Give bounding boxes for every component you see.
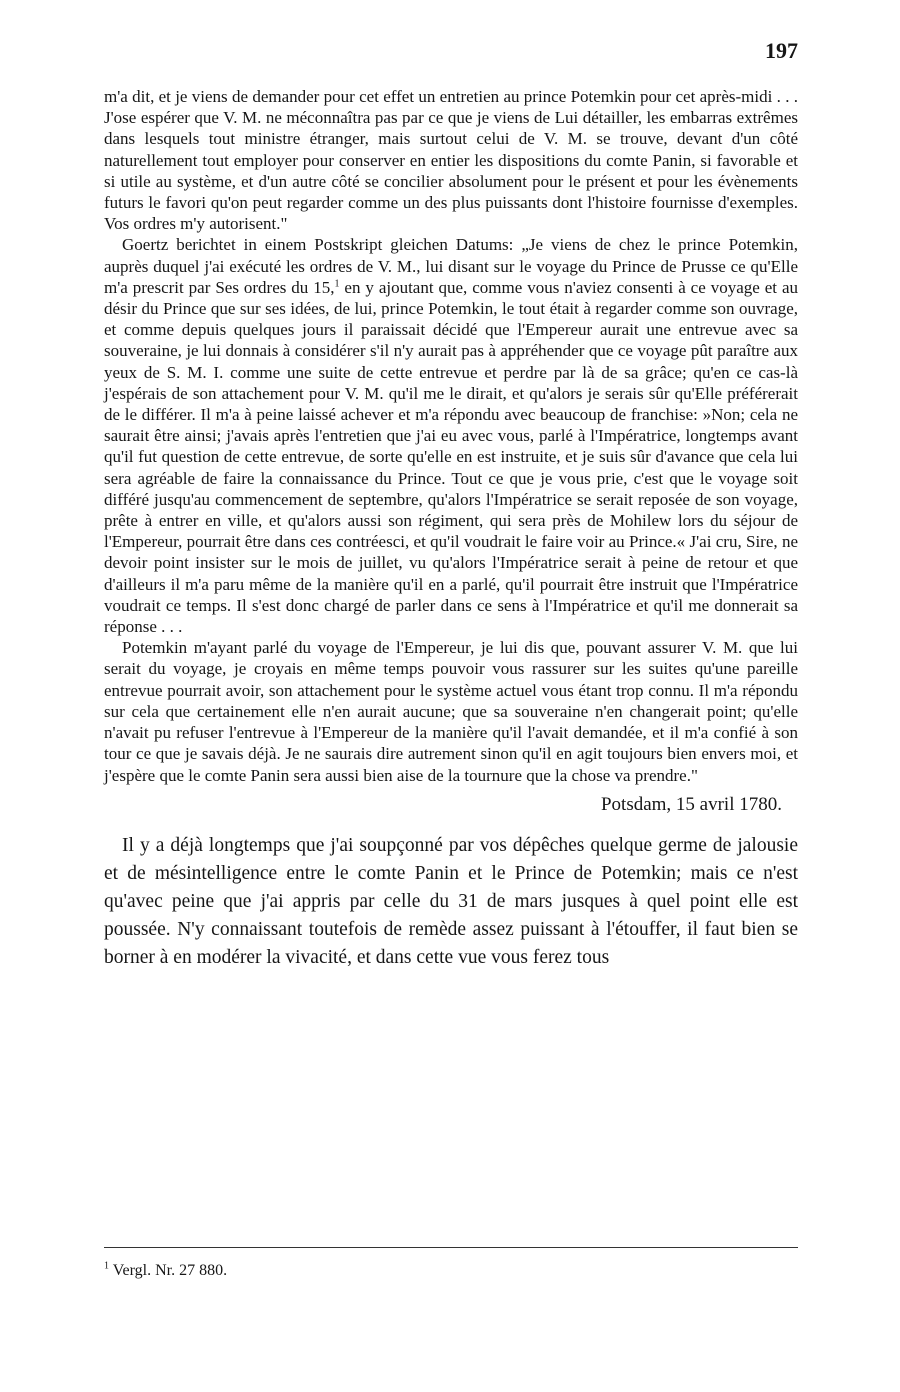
paragraph-2-start: Goertz berichtet in einem Postskript gleichen Datums: „Je viens de chez le prince Potemkin, auprès duquel j'ai exécuté les ordres de V. M., lui disant sur le voyage du Prince de Prusse ce qu'Elle m'a prescrit par Ses ordres du 15, [104,235,798,297]
dateline: Potsdam, 15 avril 1780. [600,793,782,815]
paragraph-1: m'a dit, et je viens de demander pour cet effet un entretien au prince Potemkin pour cet après-midi . . . J'ose espérer que V. M. ne méconnaîtra pas par ce que je viens de Lui détailler, les embarras extrêmes dans lesquels tout ministre étranger, mais surtout celui de V. M. se trouve, devant d'un côté naturellement tout employer pour conserver en entier les dispositions du comte Panin, si favorable et si utile au système, et d'un autre côté se concilier absolument pour le présent et pour les évènements futurs le favori qu'on peut regarder comme un des plus puissants dont l'histoire fournisse d'exemples. Vos ordres m'y autorisent." [104,87,798,234]
footnote-divider [104,1247,798,1248]
footnote-mark: 1 [104,1260,109,1272]
footnote [104,1262,227,1280]
page-number: 197 [765,38,798,63]
king-reply [104,832,798,972]
paragraph-2 [104,234,798,637]
body-text [104,86,798,972]
letter-excerpt [104,86,798,786]
paragraph-4: Il y a déjà longtemps que j'ai soupçonné par vos dépêches quelque germe de jalousie et de mésintelligence entre le comte Panin et le Prince de Potemkin; mais ce n'est qu'avec peine que j'ai appris par celle du 31 de mars jusques à quel point elle est poussée. N'y connaissant toutefois de remède assez puissant à l'étouffer, il faut bien se borner à en modérer la vivacité, et dans cette vue vous ferez tous [104,834,798,968]
footnote-text: Vergl. Nr. 27 880. [109,1262,228,1279]
footnote-reference: 1 [334,278,340,290]
paragraph-3: Potemkin m'ayant parlé du voyage de l'Empereur, je lui dis que, pouvant assurer V. M. que lui serait du voyage, je croyais en même temps pouvoir vous rassurer sur les suites qu'une pareille entrevue pourrait avoir, son attachement pour le système actuel vous étant trop connu. Il m'a répondu sur cela que certainement elle n'en aurait aucune; que sa souveraine n'en changerait point; qu'elle n'avait pu refuser l'entrevue à l'Empereur de la manière qu'il l'avait demandée, et il m'a confié à son tour ce que je savais déjà. Je ne saurais dire autrement sinon qu'il en agit toujours bien envers moi, et j'espère que le comte Panin sera aussi bien aise de la tournure que la chose va prendre." [104,638,798,785]
paragraph-2-end: en y ajoutant que, comme vous n'aviez consenti à ce voyage et au désir du Prince que sur ses idées, de lui, prince Potemkin, le tout était à regarder comme son ouvrage, et comme depuis quelques jours il paraissait décidé que l'Empereur aurait une entrevue avec sa souveraine, je lui donnais à considérer s'il n'y aurait pas à appréhender que ce voyage pût paraître aux yeux de S. M. I. comme une suite de cette entrevue et perdre par là de sa grâce; qu'en ce cas-là j'espérais de son attachement pour V. M. qu'il me le dirait, et qu'alors je serais sûr qu'Elle préférerait de le différer. Il m'a à peine laissé achever et m'a répondu avec beaucoup de franchise: »Non; cela ne saurait être ainsi; j'avais après l'entretien que j'ai eu avec vous, parlé à l'Impératrice, longtemps avant qu'il fut question de cette entrevue, de sorte qu'elle en est instruite, et je suis sûr d'avance que cela lui sera agréable de faire la connaissance du Prince. Tout ce que je vous prie, c'est que le voyage soit différé jusqu'au commencement de septembre, qu'alors l'Impératrice se serait reposée de son voyage, prête à entrer en ville, et qu'alors aussi son régiment, qui sera près de Mohilew lors du séjour de l'Empereur, pourrait être dans ces contréesci, et qu'il voudrait le faire voir au Prince.« J'ai cru, Sire, ne devoir point insister sur le mois de juillet, vu qu'alors l'Impératrice serait à peine de retour et que d'ailleurs il m'a paru même de la manière qu'il en a parlé, qu'il pourrait être instruit que l'Impératrice voudrait ce temps. Il s'est donc chargé de parler dans ce sens à l'Impératrice et qu'il me donnerait sa réponse . . . [104,277,798,637]
